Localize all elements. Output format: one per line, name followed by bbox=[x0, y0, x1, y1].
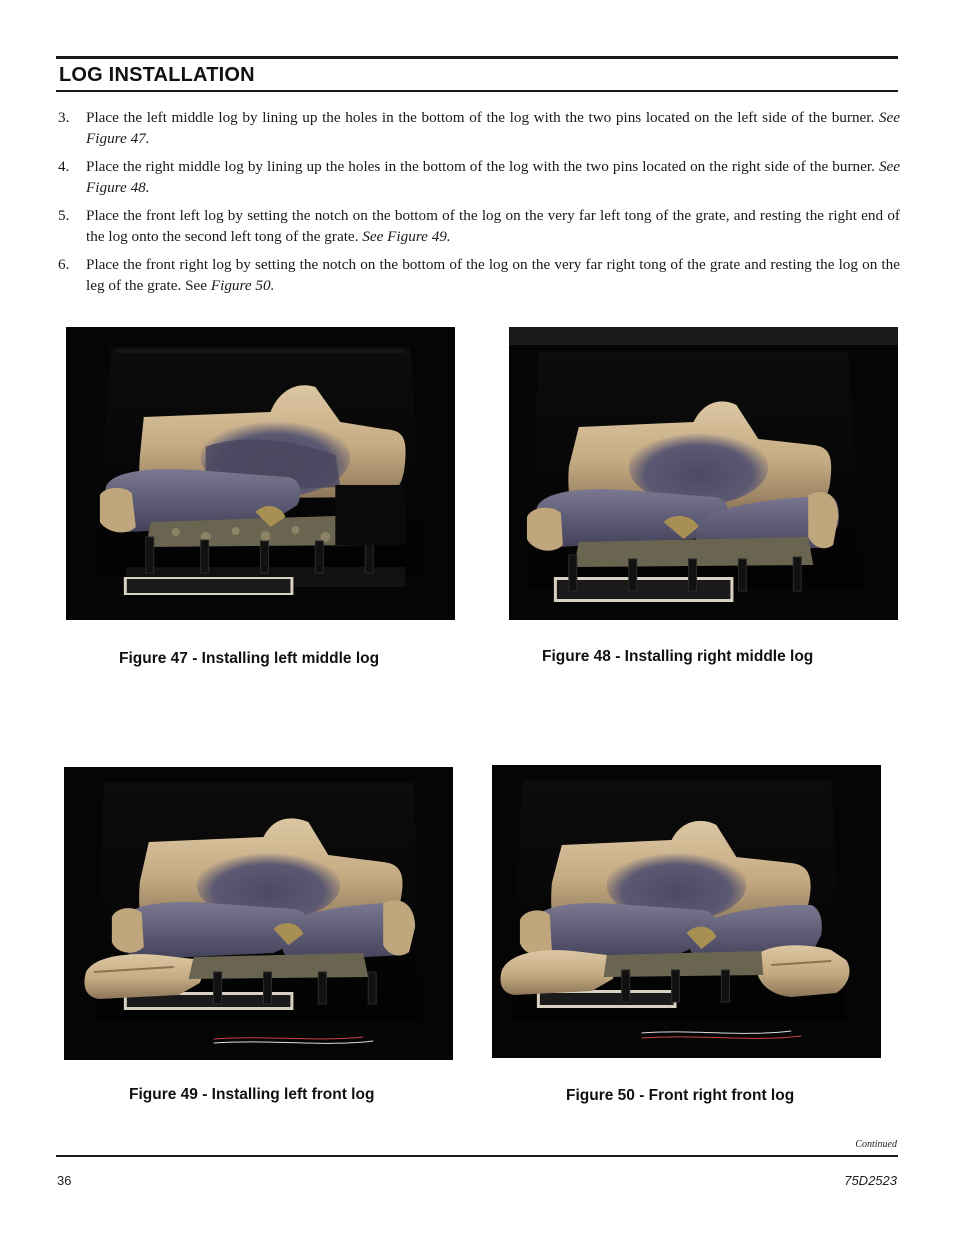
step-5 bbox=[56, 205, 900, 247]
figure-48-photo bbox=[509, 327, 898, 620]
figure-reference: See Figure 47. bbox=[86, 109, 900, 147]
step-text: Place the front right log by setting the notch on the bottom of the log on the very far right tong of the grate and resting the log on the leg of the grate. See bbox=[86, 256, 900, 294]
instruction-list bbox=[56, 107, 900, 303]
step-6 bbox=[56, 254, 900, 296]
top-rule bbox=[56, 56, 898, 59]
figure-reference: See Figure 49. bbox=[362, 228, 451, 245]
step-number: 6. bbox=[58, 256, 70, 273]
step-4 bbox=[56, 156, 900, 198]
document-number: 75D2523 bbox=[844, 1173, 897, 1188]
figure-47-photo bbox=[66, 327, 455, 620]
figure-reference: See Figure 48. bbox=[86, 158, 901, 196]
figure-48-caption: Figure 48 - Installing right middle log bbox=[542, 648, 814, 665]
figure-49-photo bbox=[64, 767, 453, 1060]
step-text: Place the front left log by setting the notch on the bottom of the log on the very far left tong of the grate, and resting the right end of the log onto the second left tong of the grate. bbox=[86, 207, 900, 245]
section-title: LOG INSTALLATION bbox=[59, 64, 255, 86]
step-number: 4. bbox=[58, 158, 70, 175]
figure-50-photo bbox=[492, 765, 881, 1058]
step-text: Place the left middle log by lining up the holes in the bottom of the log with the two pins located on the left side of the burner. bbox=[86, 109, 875, 126]
continued-note: Continued bbox=[855, 1139, 897, 1150]
figure-reference: Figure 50. bbox=[210, 277, 275, 294]
step-text: Place the right middle log by lining up the holes in the bottom of the log with the two pins located on the right side of the burner. bbox=[86, 158, 875, 175]
step-3 bbox=[56, 107, 900, 149]
figure-49-caption: Figure 49 - Installing left front log bbox=[129, 1086, 375, 1103]
page-number: 36 bbox=[57, 1173, 72, 1188]
figure-47-caption: Figure 47 - Installing left middle log bbox=[119, 650, 380, 667]
footer-rule bbox=[56, 1155, 898, 1157]
title-rule bbox=[56, 90, 898, 92]
figure-50-caption: Figure 50 - Front right front log bbox=[566, 1087, 795, 1104]
step-number: 3. bbox=[58, 109, 70, 126]
step-number: 5. bbox=[58, 207, 70, 224]
